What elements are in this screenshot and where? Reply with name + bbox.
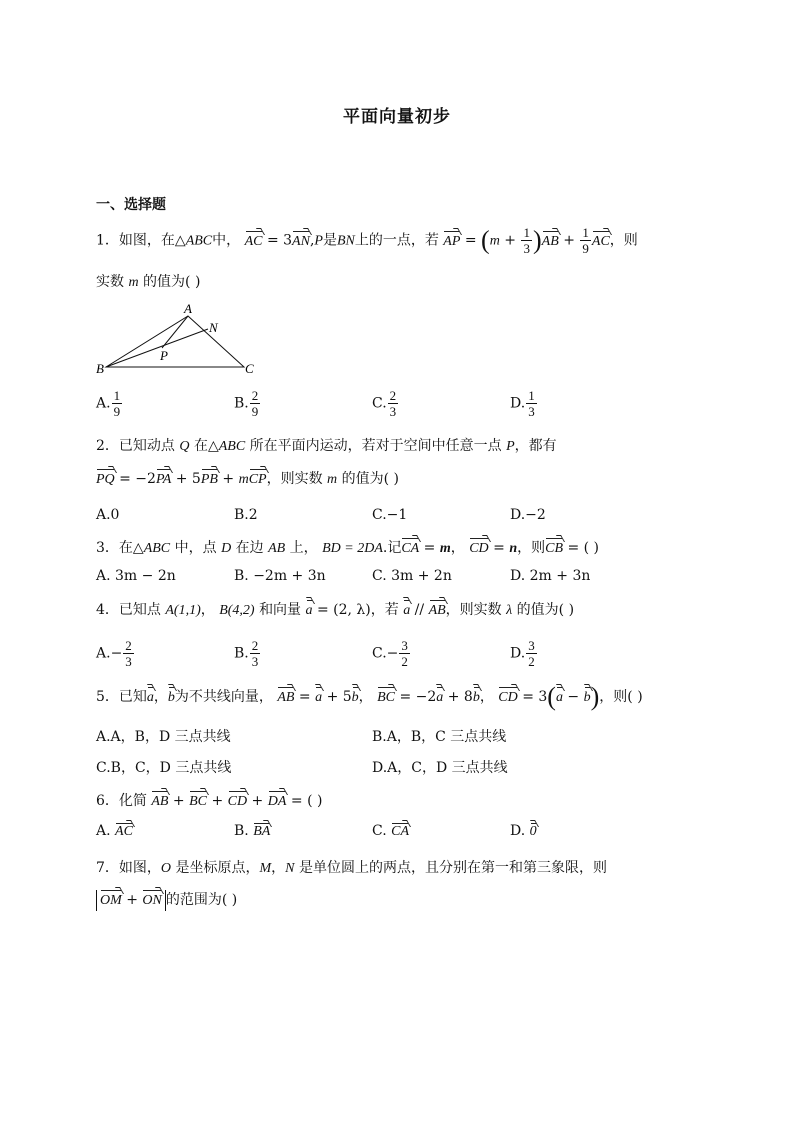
vector-AB: AB bbox=[542, 232, 559, 252]
vector-CD: CD bbox=[498, 688, 517, 708]
question-1-line-1: 1．如图，在△ABC中， AC = 3AN,P是BN上的一点，若 AP = (m + $\frac{1}{3}$ )AB + $\frac{1}{9}$ AC，则 bbox=[96, 225, 638, 256]
q4-option-a[interactable]: A.− $\frac{2}{3}$ bbox=[96, 638, 132, 669]
q5-option-a[interactable]: A.A，B，D 三点共线 bbox=[96, 729, 231, 745]
q4-option-b[interactable]: B. $\frac{2}{3}$ bbox=[234, 638, 259, 669]
question-3-line-1: 3．在△ABC 中，点 D 在边 AB 上， BD = 2DA.记CA = m， CD = n，则CB = ( ) bbox=[96, 538, 599, 559]
q2-option-d[interactable]: D.−2 bbox=[510, 507, 546, 523]
question-5-line-1: 5．已知a，b为不共线向量， AB = a + 5b， BC = −2a + 8b， CD = 3(a − b)，则( ) bbox=[96, 682, 643, 711]
vector-PA: PA bbox=[156, 470, 171, 490]
vector-CB: CB bbox=[545, 539, 563, 559]
question-4-line-1: 4．已知点 A(1,1)， B(4,2) 和向量 a = (2, λ)，若 a // AB，则实数 λ 的值为( ) bbox=[96, 600, 574, 621]
q5-option-c[interactable]: C.B，C，D 三点共线 bbox=[96, 760, 232, 776]
question-2-line-2: PQ = −2PA + 5PB + mCP，则实数 m 的值为( ) bbox=[96, 469, 399, 490]
vector-AB: AB bbox=[429, 601, 446, 621]
q2-option-a[interactable]: A.0 bbox=[96, 507, 120, 523]
vector-AP: AP bbox=[443, 232, 460, 252]
question-2-line-1: 2．已知动点 Q 在△ABC 所在平面内运动，若对于空间中任意一点 P，都有 bbox=[96, 438, 557, 454]
vector-CA: CA bbox=[401, 539, 419, 559]
question-7-line-1: 7．如图，O 是坐标原点，M，N 是单位圆上的两点，且分别在第一和第三象限，则 bbox=[96, 860, 607, 876]
label-A: A bbox=[184, 301, 192, 316]
q5-option-b[interactable]: B.A，B，C 三点共线 bbox=[372, 729, 507, 745]
q1-option-c[interactable]: C. $\frac{2}{3}$ bbox=[372, 388, 397, 419]
q3-option-a[interactable]: A. 3m − 2n bbox=[96, 568, 176, 584]
label-N: N bbox=[209, 320, 218, 335]
triangle-figure bbox=[92, 300, 262, 380]
question-1-line-2: 实数 m 的值为( ) bbox=[96, 274, 201, 290]
vector-CP: CP bbox=[249, 470, 267, 490]
q3-option-b[interactable]: B. −2m + 3n bbox=[234, 568, 326, 584]
question-6-line-1: 6．化简 AB + BC + CD + DA = ( ) bbox=[96, 791, 322, 812]
q6-option-b[interactable]: B. BA bbox=[234, 823, 271, 839]
segment-AP bbox=[162, 316, 188, 348]
vector-ON: ON bbox=[142, 891, 161, 911]
vector-AC-2: AC bbox=[592, 232, 610, 252]
label-P: P bbox=[160, 348, 168, 363]
q4-number: 4． bbox=[96, 602, 119, 618]
q2-number: 2． bbox=[96, 438, 119, 454]
label-B: B bbox=[96, 361, 104, 376]
vector-AC: AC bbox=[245, 232, 263, 252]
magnitude-expression: OM + ON bbox=[96, 890, 166, 911]
fraction-one-ninth: $\frac{1}{9}$ bbox=[582, 225, 589, 256]
vector-a: a bbox=[306, 601, 313, 621]
page-title: 平面向量初步 bbox=[343, 107, 451, 127]
q1-option-b[interactable]: B. $\frac{2}{9}$ bbox=[234, 388, 259, 419]
q2-option-b[interactable]: B.2 bbox=[234, 507, 258, 523]
q3-number: 3． bbox=[96, 540, 119, 556]
q1-option-d[interactable]: D. $\frac{1}{3}$ bbox=[510, 388, 535, 419]
q6-option-a[interactable]: A. AC bbox=[96, 823, 133, 839]
q3-option-d[interactable]: D. 2m + 3n bbox=[510, 568, 591, 584]
vector-OM: OM bbox=[100, 891, 122, 911]
q6-number: 6． bbox=[96, 793, 119, 809]
q2-option-c[interactable]: C.−1 bbox=[372, 507, 408, 523]
q7-number: 7． bbox=[96, 860, 119, 876]
vector-AB: AB bbox=[277, 688, 294, 708]
q4-option-d[interactable]: D. $\frac{3}{2}$ bbox=[510, 638, 535, 669]
section-heading: 一、选择题 bbox=[96, 197, 166, 213]
q4-option-c[interactable]: C.− $\frac{3}{2}$ bbox=[372, 638, 408, 669]
q6-option-c[interactable]: C. CA bbox=[372, 823, 410, 839]
fraction-one-third: $\frac{1}{3}$ bbox=[523, 225, 530, 256]
vector-PQ: PQ bbox=[96, 470, 115, 490]
vector-PB: PB bbox=[201, 470, 218, 490]
vector-CD: CD bbox=[469, 539, 488, 559]
vector-AN: AN bbox=[292, 232, 310, 252]
q1-number: 1． bbox=[96, 232, 119, 249]
question-7-line-2: OM + ON 的范围为( ) bbox=[96, 890, 237, 911]
q6-option-d[interactable]: D. 0 bbox=[510, 823, 537, 839]
q3-option-c[interactable]: C. 3m + 2n bbox=[372, 568, 452, 584]
q5-number: 5． bbox=[96, 689, 119, 705]
q1-option-a[interactable]: A. $\frac{1}{9}$ bbox=[96, 388, 121, 419]
q5-option-d[interactable]: D.A，C，D 三点共线 bbox=[372, 760, 508, 776]
vector-BC: BC bbox=[377, 688, 395, 708]
label-C: C bbox=[245, 361, 254, 376]
